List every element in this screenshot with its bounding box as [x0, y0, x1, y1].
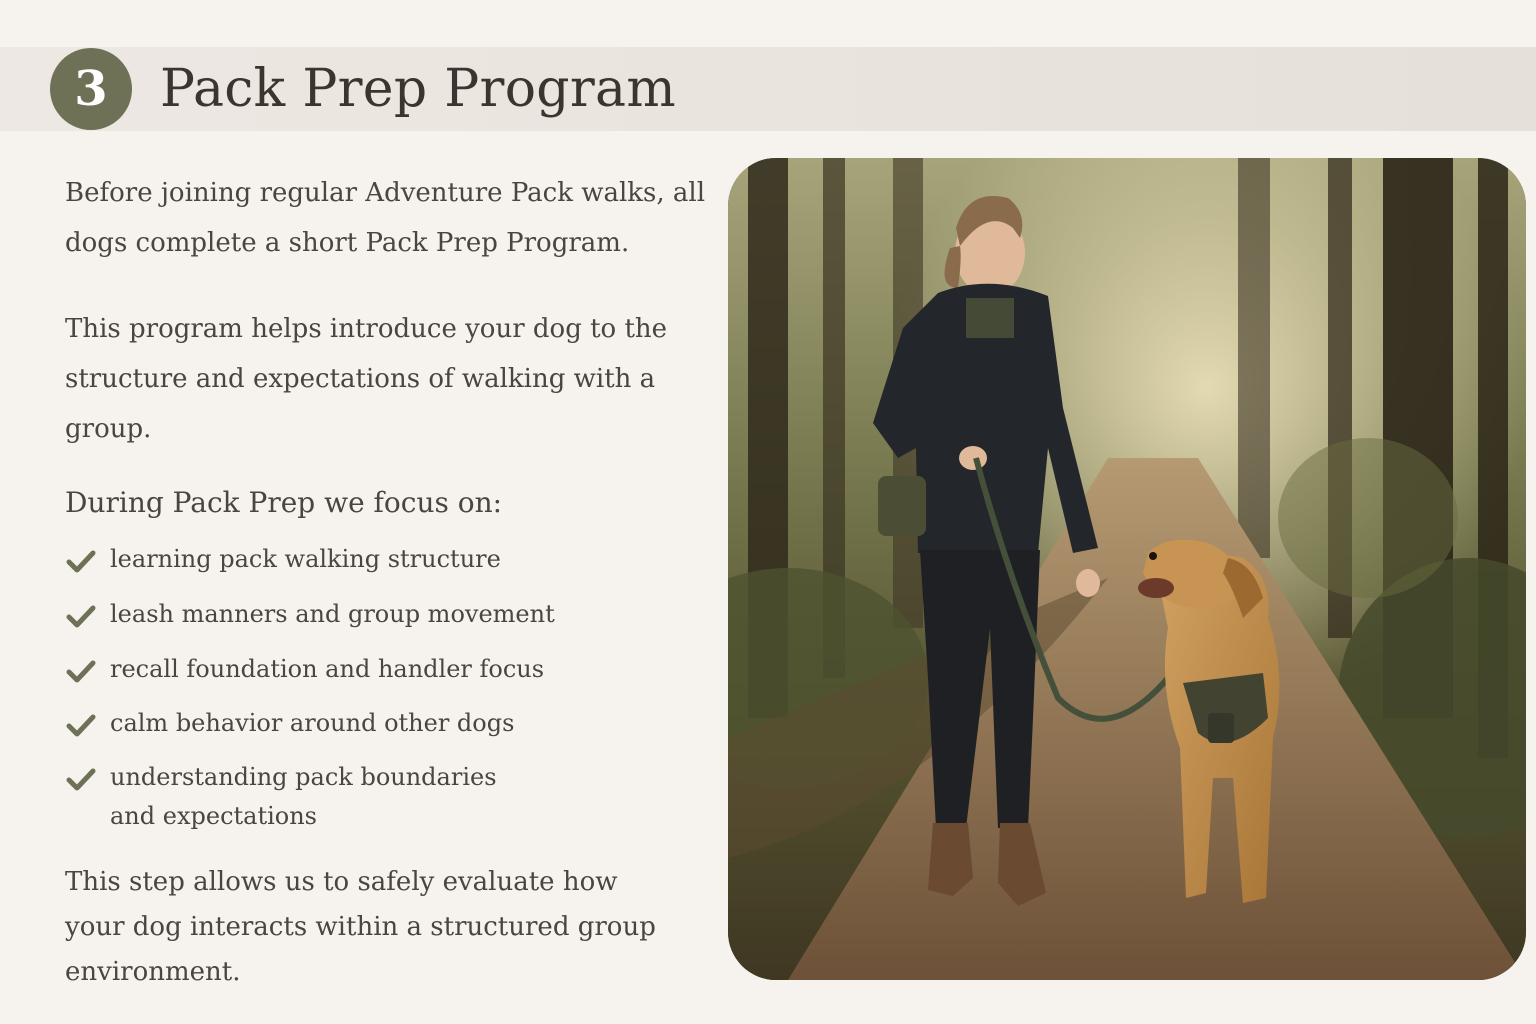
focus-item-label: recall foundation and handler focus	[110, 655, 545, 683]
step-number-badge: 3	[50, 48, 132, 130]
focus-list-item	[65, 758, 530, 836]
checkmark-icon	[66, 713, 96, 737]
focus-list-item	[65, 595, 730, 634]
checkmark-icon	[66, 659, 96, 683]
woman-walking-dog-photo-icon	[728, 158, 1526, 980]
closing-paragraph: This step allows us to safely evaluate how your dog interacts within a structured group environment.	[65, 867, 656, 987]
focus-item-label: leash manners and group movement	[110, 600, 555, 628]
focus-list-item	[65, 704, 730, 743]
purpose-paragraph: This program helps introduce your dog to the structure and expectations of walking with a group.	[65, 314, 668, 444]
checkmark-icon	[66, 549, 96, 573]
focus-list-item	[65, 540, 730, 579]
checkmark-icon	[66, 767, 96, 791]
forest-walk-photo	[728, 158, 1526, 980]
focus-item-label: understanding pack boundaries and expectations	[110, 763, 497, 830]
page-title: Pack Prep Program	[160, 59, 676, 119]
intro-paragraph: Before joining regular Adventure Pack walks, all dogs complete a short Pack Prep Program.	[65, 178, 706, 258]
focus-item-label: learning pack walking structure	[110, 545, 501, 573]
focus-item-label: calm behavior around other dogs	[110, 709, 515, 737]
focus-list-item	[65, 650, 730, 689]
focus-heading: During Pack Prep we focus on:	[65, 486, 503, 519]
checkmark-icon	[66, 604, 96, 628]
